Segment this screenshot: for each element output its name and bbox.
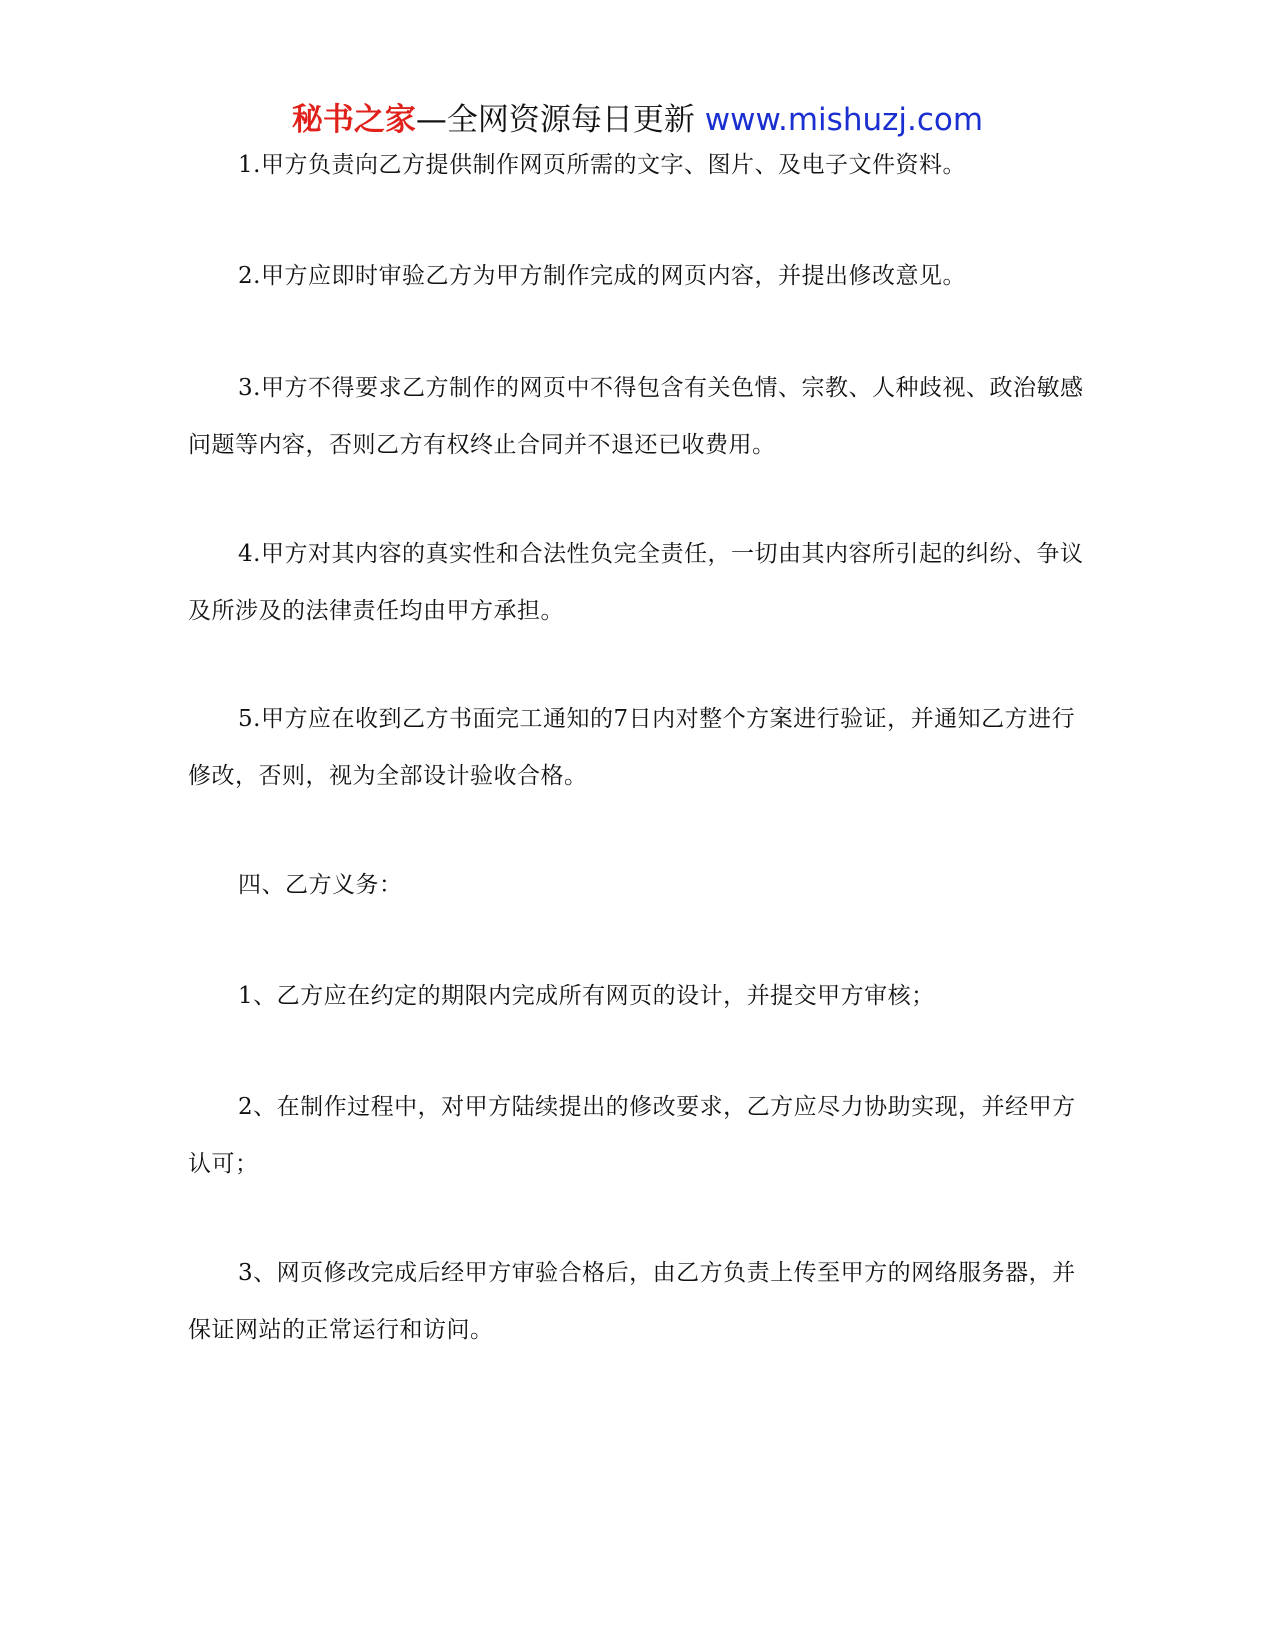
paragraph-1: 1.甲方负责向乙方提供制作网页所需的文字、图片、及电子文件资料。 <box>238 152 966 178</box>
brand-name: 秘书之家 <box>291 102 416 138</box>
header-url-link[interactable]: www.mishuzj.com <box>704 102 984 138</box>
obligation-1: 1、乙方应在约定的期限内完成所有网页的设计，并提交甲方审核； <box>238 983 935 1009</box>
paragraph-5: 5.甲方应在收到乙方书面完工通知的7日内对整个方案进行验证，并通知乙方进行修改，否则，视为全部设计验收合格。 <box>188 706 1076 789</box>
paragraph-3: 3.甲方不得要求乙方制作的网页中不得包含有关色情、宗教、人种歧视、政治敏感问题等内容，否则乙方有权终止合同并不退还已收费用。 <box>188 375 1084 458</box>
obligation-2: 2、在制作过程中，对甲方陆续提出的修改要求，乙方应尽力协助实现，并经甲方认可； <box>188 1094 1076 1177</box>
obligation-3: 3、网页修改完成后经甲方审验合格后，由乙方负责上传至甲方的网络服务器，并保证网站的正常运行和访问。 <box>188 1260 1076 1343</box>
header-tagline: —全网资源每日更新 <box>415 102 705 138</box>
section-heading: 四、乙方义务： <box>238 872 403 898</box>
page-header <box>0 98 1275 142</box>
paragraph-2: 2.甲方应即时审验乙方为甲方制作完成的网页内容，并提出修改意见。 <box>238 263 966 289</box>
paragraph-4: 4.甲方对其内容的真实性和合法性负完全责任，一切由其内容所引起的纠纷、争议及所涉及的法律责任均由甲方承担。 <box>188 541 1084 624</box>
